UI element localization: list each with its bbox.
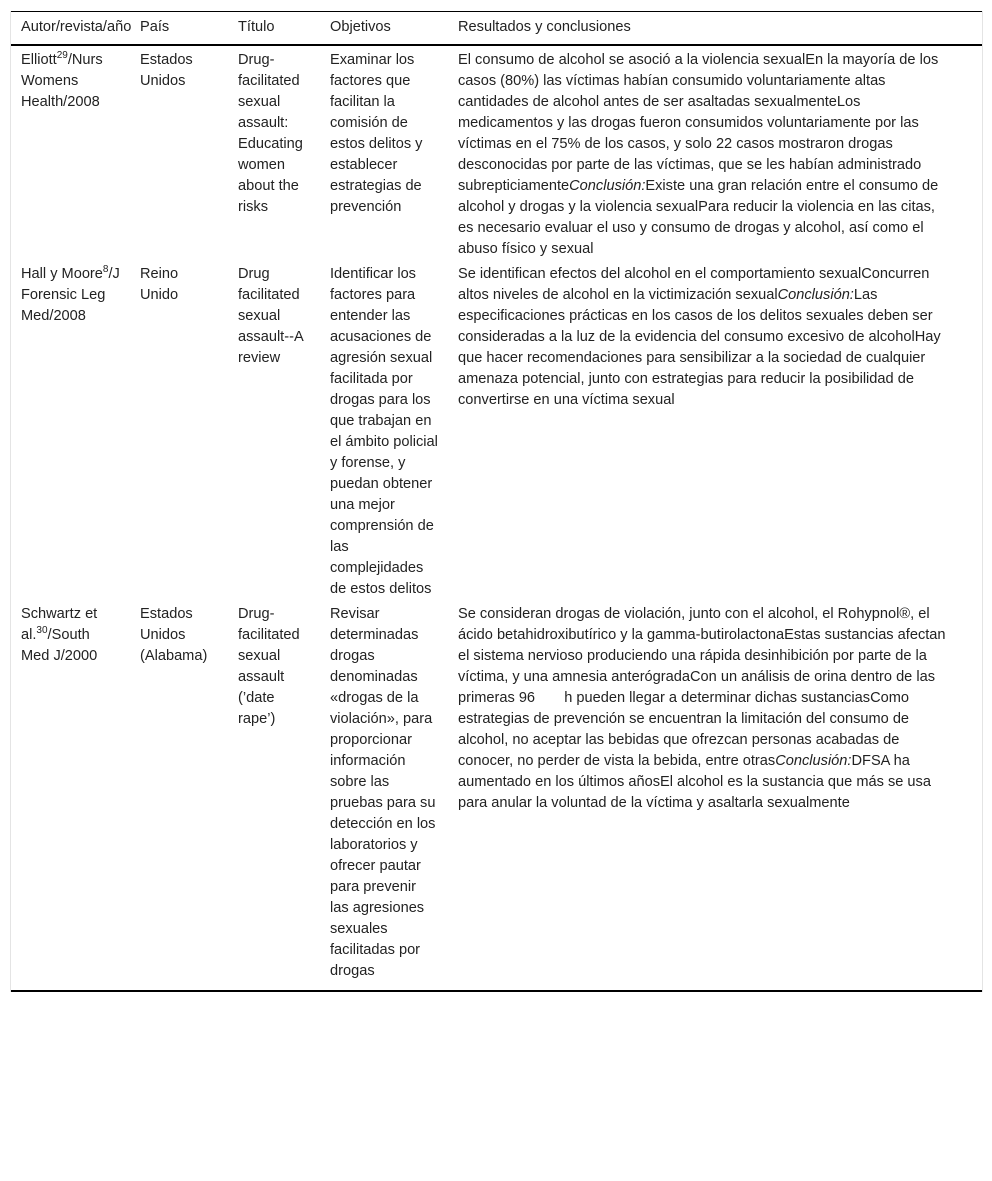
header-country: País [130, 12, 228, 46]
cell-results [448, 45, 982, 260]
conclusion-label: Conclusión: [777, 287, 854, 303]
header-objectives: Objetivos [320, 12, 448, 46]
journal-year: /South Med J/2000 [21, 627, 98, 664]
conclusion-text: DFSA ha aumentado en los últimos añosEl alcohol es la sustancia que más se usa para anular la voluntad de la víctima y asaltarla sexualmente [458, 753, 931, 811]
studies-table-container [10, 11, 983, 992]
results-text: El consumo de alcohol se asoció a la violencia sexualEn la mayoría de los casos (80%) las víctimas habían consumido voluntariamente altas cantidades de alcohol antes de ser asaltadas sexualmenteLos medicamentos y las drogas fueron consumidos voluntariamente por las víctimas en el 75% de los casos, y solo 22 casos mostraron drogas desconocidas por parte de las víctimas, que se les habían administrado subrepticiamente [458, 52, 939, 194]
table-row [11, 600, 982, 991]
journal-year: /J Forensic Leg Med/2008 [21, 266, 120, 324]
reference-link[interactable]: 30 [36, 625, 48, 637]
table-row [11, 260, 982, 600]
results-text: Se consideran drogas de violación, junto con el alcohol, el Rohypnol®, el ácido betahidroxibutírico y la gamma-butirolactonaEstas sustancias afectan el sistema nervioso produciendo una rápida desinhibición por parte de la víctima, y una amnesia anterógradaCon un análisis de orina dentro de las primeras 96 h pueden llegar a determinar dichas sustanciasComo estrategias de prevención se encuentran la limitación del consumo de alcohol, no aceptar las bebidas que ofrezcan personas acabadas de conocer, no perder de vista la bebida, entre otras [458, 606, 946, 769]
author-name: Schwartz et al. [21, 606, 98, 643]
cell-title: Drug-facilitated sexual assault (’date rape’) [228, 600, 320, 991]
header-author: Autor/revista/año [11, 12, 130, 46]
reference-link[interactable]: 8 [102, 264, 109, 276]
header-results: Resultados y conclusiones [448, 12, 982, 46]
conclusion-text: Las especificaciones prácticas en los casos de los delitos sexuales deben ser consideradas a la luz de la evidencia del consumo excesivo de alcoholHay que hacer recomendaciones para sensibilizar a la sociedad de cualquier amenaza potencial, junto con estrategias para reducir la posibilidad de convertirse en una víctima sexual [458, 287, 941, 408]
studies-table [11, 11, 982, 992]
cell-author [11, 45, 130, 260]
conclusion-text: Existe una gran relación entre el consumo de alcohol y drogas y la violencia sexualPara reducir la violencia en las citas, es necesario evaluar el uso y consumo de drogas y alcohol, así como el abuso físico y sexual [458, 178, 939, 257]
results-text: Se identifican efectos del alcohol en el comportamiento sexualConcurren altos niveles de alcohol en la victimización sexual [458, 266, 930, 303]
cell-country: Reino Unido [140, 266, 179, 303]
cell-objectives: Revisar determinadas drogas denominadas «drogas de la violación», para proporcionar información sobre las pruebas para su detección en los laboratorios y ofrecer pautar para prevenir las agresiones sexuales facilitadas por drogas [320, 600, 448, 991]
cell-objectives: Identificar los factores para entender las acusaciones de agresión sexual facilitada por drogas para los que trabajan en el ámbito policial y forense, y puedan obtener una mejor comprensión de las complejidades de estos delitos [330, 266, 438, 597]
cell-title: Drug facilitated sexual assault--A review [238, 266, 303, 366]
conclusion-label: Conclusión: [775, 753, 852, 769]
author-name: Elliott [21, 52, 57, 68]
table-row [11, 45, 982, 260]
header-row [11, 12, 982, 46]
reference-link[interactable]: 29 [56, 50, 68, 62]
table-body [11, 45, 982, 991]
cell-results [448, 600, 982, 991]
cell-author [11, 600, 130, 991]
table-header [11, 12, 982, 46]
conclusion-label: Conclusión: [569, 178, 646, 194]
cell-objectives: Examinar los factores que facilitan la comisión de estos delitos y establecer estrategias de prevención [330, 52, 423, 215]
journal-year: /Nurs Womens Health/2008 [21, 52, 103, 110]
cell-author [11, 260, 130, 600]
author-name: Hall y Moore [21, 266, 103, 282]
cell-results [448, 260, 982, 600]
cell-country: Estados Unidos [140, 52, 193, 89]
cell-title: Drug-facilitated sexual assault: Educating women about the risks [238, 52, 303, 215]
cell-country: Estados Unidos (Alabama) [130, 600, 228, 991]
header-title: Título [228, 12, 320, 46]
